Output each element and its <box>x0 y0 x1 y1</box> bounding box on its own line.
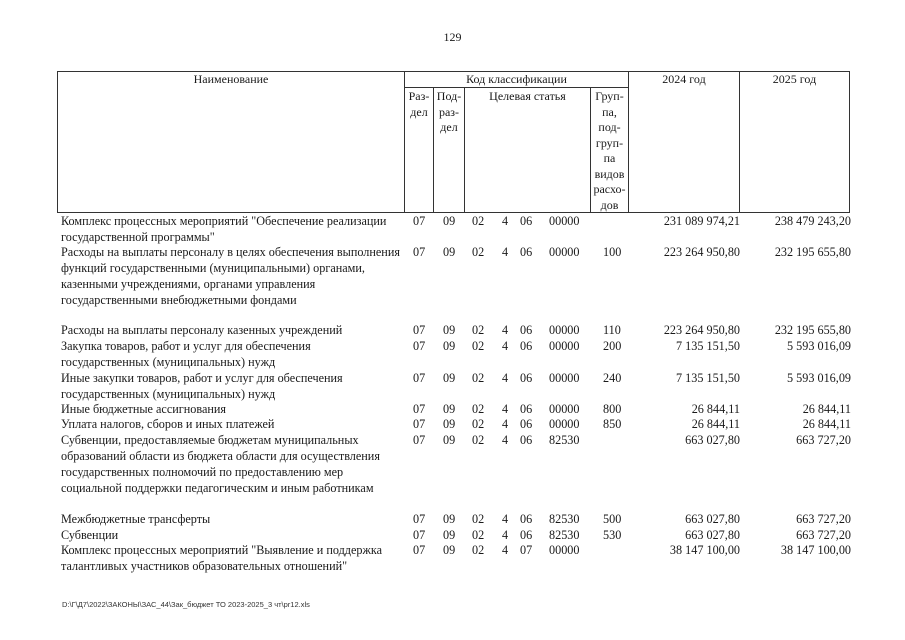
row-expense-type: 200 <box>603 339 622 353</box>
row-amount-2024: 26 844,11 <box>691 417 740 431</box>
row-type: 4 <box>502 402 509 416</box>
row-amount-2025: 663 727,20 <box>796 512 851 526</box>
row-direction: 82530 <box>549 512 580 526</box>
row-type: 4 <box>502 417 509 431</box>
row-name: Иные закупки товаров, работ и услуг для обеспечения государственных (муниципальных) нужд <box>61 371 343 401</box>
row-subprogram: 06 <box>520 417 533 431</box>
row-section: 07 <box>413 543 426 557</box>
row-direction: 00000 <box>549 402 580 416</box>
row-amount-2024: 663 027,80 <box>685 512 740 526</box>
row-direction: 00000 <box>549 245 580 259</box>
row-section: 07 <box>413 417 426 431</box>
row-expense-type: 500 <box>603 512 622 526</box>
row-expense-type: 110 <box>603 323 621 337</box>
row-subsection: 09 <box>443 214 456 228</box>
row-section: 07 <box>413 433 426 447</box>
row-subsection: 09 <box>443 371 456 385</box>
row-program: 02 <box>472 433 485 447</box>
row-amount-2024: 663 027,80 <box>685 433 740 447</box>
row-name: Субвенции <box>61 528 119 542</box>
row-section: 07 <box>413 339 426 353</box>
row-amount-2025: 663 727,20 <box>796 433 851 447</box>
row-subprogram: 06 <box>520 371 533 385</box>
row-program: 02 <box>472 528 485 542</box>
row-subprogram: 06 <box>520 339 533 353</box>
header-subsection: Под- раз- дел <box>436 89 462 134</box>
row-type: 4 <box>502 371 509 385</box>
row-amount-2025: 232 195 655,80 <box>774 323 851 337</box>
row-name: Закупка товаров, работ и услуг для обеспечения государственных (муниципальных) нужд <box>61 339 311 369</box>
row-subsection: 09 <box>443 417 456 431</box>
row-amount-2024: 38 147 100,00 <box>669 543 740 557</box>
footer-file-path: D:\Г\Д7\2022\ЗАКОНЫ\ЗАС_44\Зак_бюджет ТО 2023-2025_3 чт\pr12.xls <box>62 600 310 609</box>
row-direction: 00000 <box>549 417 580 431</box>
row-expense-type: 530 <box>603 528 622 542</box>
header-expense-group: Груп- па, под- груп- па видов расхо- дов <box>593 89 626 212</box>
row-amount-2025: 232 195 655,80 <box>774 245 851 259</box>
row-type: 4 <box>502 512 509 526</box>
row-name: Расходы на выплаты персоналу в целях обеспечения выполнения функций государственными (муниципальными) органами, казенными учреждениями, органами управления государственными внебюджетными фондами <box>61 245 400 307</box>
header-section: Раз- дел <box>408 89 430 119</box>
row-program: 02 <box>472 417 485 431</box>
row-name: Комплекс процессных мероприятий "Обеспечение реализации государственной программы" <box>61 214 387 244</box>
row-program: 02 <box>472 402 485 416</box>
row-type: 4 <box>502 528 509 542</box>
row-direction: 82530 <box>549 528 580 542</box>
row-name: Уплата налогов, сборов и иных платежей <box>61 417 275 431</box>
header-classification-code: Код классификации <box>466 72 567 86</box>
row-subprogram: 06 <box>520 528 533 542</box>
row-subsection: 09 <box>443 543 456 557</box>
row-subprogram: 06 <box>520 323 533 337</box>
header-target-article: Целевая статья <box>489 89 566 103</box>
row-program: 02 <box>472 339 485 353</box>
page-number: 129 <box>443 30 462 44</box>
row-section: 07 <box>413 528 426 542</box>
row-expense-type: 800 <box>603 402 622 416</box>
row-amount-2024: 663 027,80 <box>685 528 740 542</box>
row-program: 02 <box>472 512 485 526</box>
row-subsection: 09 <box>443 323 456 337</box>
row-amount-2024: 231 089 974,21 <box>663 214 740 228</box>
row-direction: 00000 <box>549 214 580 228</box>
row-section: 07 <box>413 371 426 385</box>
row-subprogram: 07 <box>520 543 533 557</box>
row-amount-2025: 26 844,11 <box>802 402 851 416</box>
row-name: Межбюджетные трансферты <box>61 512 211 526</box>
row-amount-2024: 223 264 950,80 <box>663 323 740 337</box>
row-type: 4 <box>502 543 509 557</box>
row-amount-2025: 238 479 243,20 <box>774 214 851 228</box>
row-type: 4 <box>502 339 509 353</box>
row-section: 07 <box>413 323 426 337</box>
row-name: Расходы на выплаты персоналу казенных учреждений <box>61 323 343 337</box>
row-expense-type: 100 <box>603 245 622 259</box>
row-subsection: 09 <box>443 402 456 416</box>
row-name: Иные бюджетные ассигнования <box>61 402 227 416</box>
row-amount-2024: 223 264 950,80 <box>663 245 740 259</box>
row-amount-2025: 5 593 016,09 <box>787 339 851 353</box>
row-subprogram: 06 <box>520 214 533 228</box>
row-subsection: 09 <box>443 245 456 259</box>
row-amount-2025: 5 593 016,09 <box>787 371 851 385</box>
row-subprogram: 06 <box>520 402 533 416</box>
row-expense-type: 850 <box>603 417 622 431</box>
row-type: 4 <box>502 323 509 337</box>
row-program: 02 <box>472 214 485 228</box>
row-section: 07 <box>413 214 426 228</box>
row-name: Субвенции, предоставляемые бюджетам муниципальных образований области из бюджета области для осуществления государственных полномочий по предоставлению мер социальной поддержки педагогическим и иным работникам <box>61 433 380 495</box>
row-program: 02 <box>472 323 485 337</box>
row-subprogram: 06 <box>520 512 533 526</box>
row-amount-2025: 38 147 100,00 <box>780 543 851 557</box>
row-section: 07 <box>413 402 426 416</box>
row-subsection: 09 <box>443 528 456 542</box>
row-direction: 00000 <box>549 323 580 337</box>
header-year-2024: 2024 год <box>662 72 706 86</box>
row-program: 02 <box>472 543 485 557</box>
row-subprogram: 06 <box>520 245 533 259</box>
row-direction: 00000 <box>549 371 580 385</box>
row-program: 02 <box>472 245 485 259</box>
row-section: 07 <box>413 245 426 259</box>
row-amount-2025: 663 727,20 <box>796 528 851 542</box>
row-amount-2024: 7 135 151,50 <box>676 371 740 385</box>
row-amount-2025: 26 844,11 <box>802 417 851 431</box>
header-name: Наименование <box>193 72 269 86</box>
row-section: 07 <box>413 512 426 526</box>
row-expense-type: 240 <box>603 371 622 385</box>
row-direction: 00000 <box>549 339 580 353</box>
row-program: 02 <box>472 371 485 385</box>
row-direction: 00000 <box>549 543 580 557</box>
row-subsection: 09 <box>443 433 456 447</box>
header-year-2025: 2025 год <box>772 72 817 86</box>
row-name: Комплекс процессных мероприятий "Выявление и поддержка талантливых участников образовательных отношений" <box>61 543 383 573</box>
row-subprogram: 06 <box>520 433 533 447</box>
row-type: 4 <box>502 433 509 447</box>
row-subsection: 09 <box>443 339 456 353</box>
row-amount-2024: 26 844,11 <box>691 402 740 416</box>
row-direction: 82530 <box>549 433 580 447</box>
row-amount-2024: 7 135 151,50 <box>676 339 740 353</box>
row-type: 4 <box>502 245 509 259</box>
row-subsection: 09 <box>443 512 456 526</box>
row-type: 4 <box>502 214 509 228</box>
